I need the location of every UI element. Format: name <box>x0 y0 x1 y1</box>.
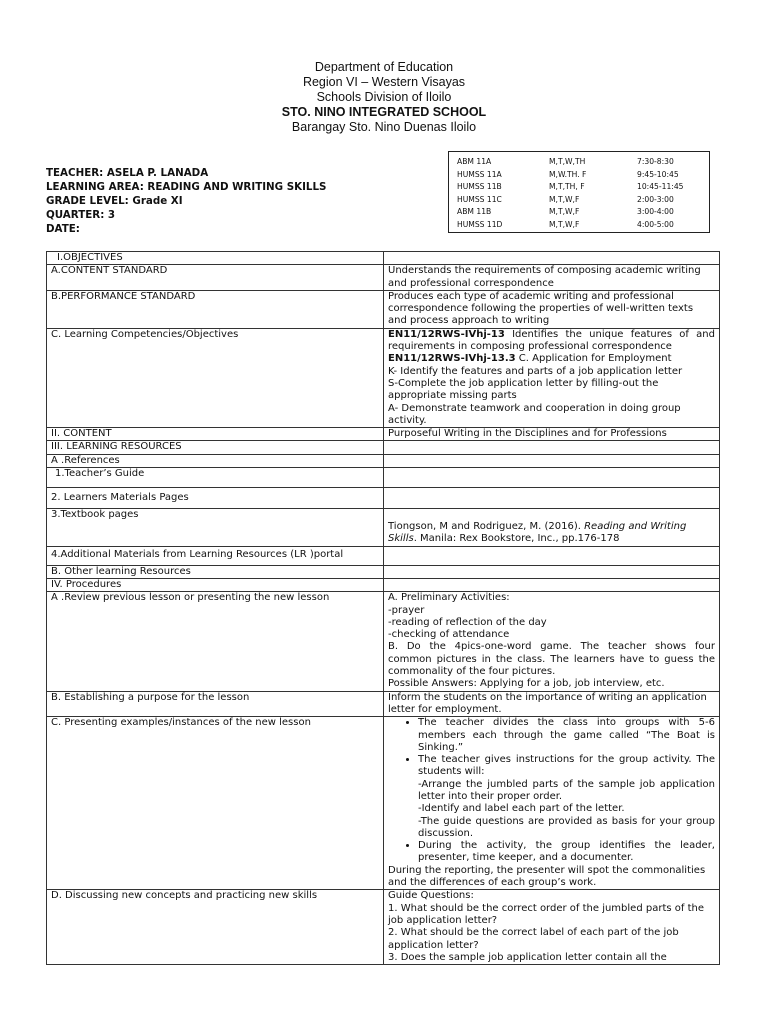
empty-cell <box>384 546 720 565</box>
schedule-days: M,T,TH, F <box>549 182 585 192</box>
table-row <box>47 890 720 965</box>
procedures-label: IV. Procedures <box>47 578 384 591</box>
learning-resources-label: III. LEARNING RESOURCES <box>47 441 384 454</box>
schedule-days: M,W.TH. F <box>549 169 587 179</box>
schedule-time: 7:30-8:30 <box>637 157 674 166</box>
knowledge-objective: K- Identify the features and parts of a job application letter <box>388 365 683 377</box>
instruction-line: -Arrange the jumbled parts of the sample job application letter into their proper order. <box>418 778 715 802</box>
table-row <box>47 488 720 509</box>
teachers-guide-text: 1.Teacher’s Guide <box>55 468 145 480</box>
schedule-row <box>457 181 709 194</box>
schedule-time: 4:00-5:00 <box>637 219 674 229</box>
competency-code: EN11/12RWS-IVhj-13.3 <box>388 353 516 365</box>
table-row <box>47 468 720 488</box>
table-row <box>47 265 720 291</box>
empty-cell <box>384 454 720 467</box>
review-label: A .Review previous lesson or presenting the new lesson <box>47 592 384 691</box>
purpose-label: B. Establishing a purpose for the lesson <box>47 691 384 717</box>
activity-list <box>388 717 715 865</box>
textbook-label: 3.Textbook pages <box>47 509 384 547</box>
other-resources-label: B. Other learning Resources <box>47 565 384 578</box>
schedule-days: M,T,W,F <box>549 207 580 217</box>
table-row <box>47 252 720 265</box>
lesson-meta <box>46 166 326 236</box>
schedule-section: HUMSS 11D <box>457 219 503 229</box>
review-line: -reading of reflection of the day <box>388 616 547 628</box>
schedule-section: HUMSS 11B <box>457 182 502 192</box>
table-row <box>47 546 720 565</box>
class-schedule-box <box>448 151 710 233</box>
guide-line: 1. What should be the correct order of the jumbled parts of the job application letter? <box>388 902 704 926</box>
competencies-label: C. Learning Competencies/Objectives <box>47 328 384 427</box>
learning-area-line: LEARNING AREA: READING AND WRITING SKILLS <box>46 181 327 193</box>
schedule-time: 2:00-3:00 <box>637 194 674 204</box>
schedule-row <box>457 219 709 232</box>
table-row <box>47 592 720 691</box>
performance-standard-text: Produces each type of academic writing and professional correspondence following the properties of well-written texts and process approach to writing <box>384 290 720 328</box>
competency-text: C. Application for Employment <box>515 353 672 365</box>
review-line: -prayer <box>388 604 425 616</box>
content-standard-label: A.CONTENT STANDARD <box>47 265 384 291</box>
review-game-text: B. Do the 4pics-one-word game. The teacher shows four common pictures in the class. The learners have to guess the commonality of the four pictures. <box>388 641 715 678</box>
guide-line: 2. What should be the correct label of each part of the job application letter? <box>388 927 679 951</box>
school-name: STO. NINO INTEGRATED SCHOOL <box>281 105 487 119</box>
competencies-cell <box>384 328 720 427</box>
table-row <box>47 578 720 591</box>
competency-text: Identifies the unique features of and requirements in composing professional correspondence <box>388 328 715 353</box>
table-row <box>47 565 720 578</box>
additional-materials-label: 4.Additional Materials from Learning Resources (LR )portal <box>47 546 384 565</box>
schedule-row <box>457 169 709 182</box>
reporting-text: During the reporting, the presenter will spot the commonalities and the differences of each group’s work. <box>388 864 706 889</box>
textbook-citation <box>384 509 720 547</box>
guide-line: Guide Questions: <box>388 890 474 902</box>
competency-1 <box>388 329 715 354</box>
presenting-label: C. Presenting examples/instances of the new lesson <box>47 717 384 890</box>
guide-questions-cell <box>384 890 720 965</box>
content-label: II. CONTENT <box>47 428 384 441</box>
schedule-time: 9:45-10:45 <box>637 169 679 179</box>
schedule-section: HUMSS 11C <box>457 194 502 204</box>
list-item <box>418 754 715 840</box>
content-text: Purposeful Writing in the Disciplines and for Professions <box>384 428 720 441</box>
grade-level-line: GRADE LEVEL: Grade XI <box>46 195 183 207</box>
learners-materials-label: 2. Learners Materials Pages <box>47 488 384 509</box>
document-header <box>0 60 768 135</box>
instruction-line: -Identify and label each part of the letter. <box>418 803 625 815</box>
references-label: A .References <box>47 454 384 467</box>
empty-cell <box>384 468 720 488</box>
list-item: • The teacher divides the class into groups with 5-6 members each through the game called “The Boat is Sinking.” <box>418 717 715 754</box>
table-row <box>47 328 720 427</box>
lesson-plan-table <box>46 251 720 965</box>
teachers-guide-label <box>47 468 384 488</box>
possible-answers: Possible Answers: Applying for a job, job interview, etc. <box>388 678 665 690</box>
schedule-days: M,T,W,F <box>549 219 580 229</box>
instruction-text: The teacher gives instructions for the group activity. The students will: <box>418 754 715 778</box>
competency-2 <box>388 353 715 365</box>
schedule-section: HUMSS 11A <box>457 169 502 179</box>
table-row <box>47 717 720 890</box>
table-row <box>47 290 720 328</box>
department-line: Department of Education <box>314 60 454 74</box>
schedule-time: 10:45-11:45 <box>637 182 684 192</box>
quarter-line: QUARTER: 3 <box>46 209 116 221</box>
competency-code: EN11/12RWS-IVhj-13 <box>388 328 505 340</box>
schedule-section: ABM 11A <box>457 157 492 166</box>
teacher-line: TEACHER: ASELA P. LANADA <box>46 167 209 179</box>
list-item: • During the activity, the group identifies the leader, presenter, time keeper, and a documenter. <box>418 840 715 865</box>
table-row <box>47 454 720 467</box>
schedule-row <box>457 156 709 169</box>
date-line: DATE: <box>46 223 80 235</box>
citation-title: Reading and Writing Skills <box>388 521 687 545</box>
table-row <box>47 428 720 441</box>
schedule-days: M,T,W,F <box>549 194 580 204</box>
schedule-row <box>457 206 709 219</box>
empty-cell <box>384 488 720 509</box>
empty-cell <box>384 578 720 591</box>
table-row <box>47 691 720 717</box>
region-line: Region VI – Western Visayas <box>302 75 466 89</box>
content-standard-text: Understands the requirements of composing academic writing and professional correspondence <box>384 265 720 291</box>
schedule-row <box>457 194 709 207</box>
attitude-objective: A- Demonstrate teamwork and cooperation in doing group activity. <box>388 402 681 426</box>
objectives-heading: I.OBJECTIVES <box>47 252 384 265</box>
discussing-label: D. Discussing new concepts and practicing new skills <box>47 890 384 965</box>
school-address: Barangay Sto. Nino Duenas Iloilo <box>291 120 477 134</box>
citation-authors: Tiongson, M and Rodriguez, M. (2016). <box>388 521 585 533</box>
empty-cell <box>384 441 720 454</box>
review-line: -checking of attendance <box>388 629 510 641</box>
review-line: A. Preliminary Activities: <box>388 592 510 604</box>
instruction-line: -The guide questions are provided as basis for your group discussion. <box>418 815 715 839</box>
skill-objective: S-Complete the job application letter by filling-out the appropriate missing parts <box>388 377 659 402</box>
schedule-section: ABM 11B <box>457 207 492 217</box>
purpose-text: Inform the students on the importance of writing an application letter for employment. <box>384 691 720 717</box>
table-row <box>47 509 720 547</box>
empty-cell <box>384 252 720 265</box>
table-row <box>47 441 720 454</box>
presenting-cell <box>384 717 720 890</box>
performance-standard-label: B.PERFORMANCE STANDARD <box>47 290 384 328</box>
schedule-days: M,T,W,TH <box>549 157 586 166</box>
citation-publisher: . Manila: Rex Bookstore, Inc., pp.176-178 <box>413 533 620 545</box>
empty-cell <box>384 565 720 578</box>
division-line: Schools Division of Iloilo <box>316 90 452 104</box>
review-cell <box>384 592 720 691</box>
schedule-time: 3:00-4:00 <box>637 207 674 217</box>
guide-line: 3. Does the sample job application letter contain all the <box>388 951 667 963</box>
